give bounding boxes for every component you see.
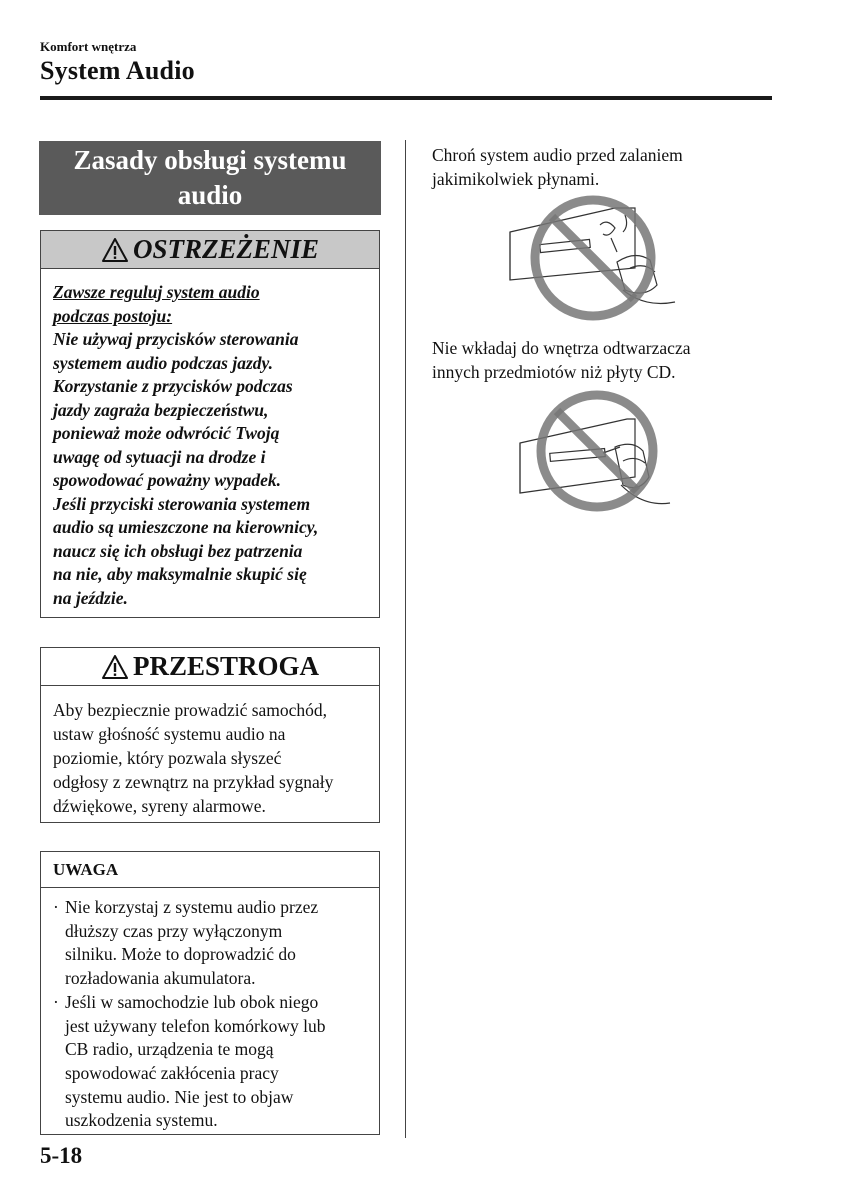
warning-triangle-icon <box>101 237 129 263</box>
page-title: System Audio <box>40 56 195 85</box>
warning-line: jazdy zagraża bezpieczeństwu, <box>53 399 269 420</box>
warning-line: Jeśli przyciski sterowania systemem <box>53 493 311 514</box>
caution-box <box>40 647 380 823</box>
warning-header <box>41 231 379 269</box>
caution-line: odgłosy z zewnątrz na przykład sygnały <box>53 772 334 792</box>
caution-label: PRZESTROGA <box>132 651 320 681</box>
caution-line: dźwiękowe, syreny alarmowe. <box>53 796 266 816</box>
cd-only-warning-line1: Nie wkładaj do wnętrza odtwarzacza <box>432 338 691 358</box>
caution-header <box>41 648 379 686</box>
note-line: Nie korzystaj z systemu audio przez <box>65 897 319 917</box>
caution-body <box>41 686 379 818</box>
note-line: uszkodzenia systemu. <box>65 1110 218 1131</box>
liquid-warning-line2: jakimikolwiek płynami. <box>432 169 600 189</box>
warning-line: ponieważ może odwrócić Twoją <box>53 423 280 443</box>
section-heading-line2: audio <box>177 180 243 210</box>
warning-line: naucz się ich obsługi bez patrzenia <box>53 540 303 561</box>
warning-line: systemem audio podczas jazdy. <box>53 352 274 373</box>
section-heading-line1: Zasady obsługi systemu <box>73 145 347 175</box>
note-line: silniku. Może to doprowadzić do <box>65 944 296 965</box>
note-line: Jeśli w samochodzie lub obok niego <box>65 991 319 1012</box>
bullet-icon: · <box>53 991 59 1012</box>
warning-lead-line: podczas postoju: <box>53 305 173 326</box>
liquid-warning-line1: Chroń system audio przed zalaniem <box>432 145 683 165</box>
note-item <box>53 991 369 1133</box>
warning-box <box>40 230 380 618</box>
cd-only-warning-text <box>432 336 762 384</box>
bullet-icon: · <box>53 897 59 917</box>
note-line: systemu audio. Nie jest to objaw <box>65 1086 294 1107</box>
title-rule <box>40 96 772 100</box>
cd-only-warning-line2: innych przedmiotów niż płyty CD. <box>432 362 676 382</box>
breadcrumb: Komfort wnętrza <box>40 39 137 54</box>
note-line: rozładowania akumulatora. <box>65 968 256 989</box>
warning-line: na nie, aby maksymalnie skupić się <box>53 564 307 584</box>
note-item <box>53 896 369 991</box>
note-line: dłuższy czas przy wyłączonym <box>65 920 283 941</box>
caution-line: ustaw głośność systemu audio na <box>53 724 286 744</box>
warning-lead-line: Zawsze reguluj system audio <box>53 282 260 302</box>
warning-line: spowodować poważny wypadek. <box>53 470 281 490</box>
page-number: 5-18 <box>40 1143 83 1168</box>
warning-line: Korzystanie z przycisków podczas <box>53 376 293 396</box>
warning-label: OSTRZEŻENIE <box>132 234 320 264</box>
warning-line: uwagę od sytuacji na drodze i <box>53 446 266 467</box>
section-heading <box>39 141 381 215</box>
note-line: CB radio, urządzenia te mogą <box>65 1039 274 1060</box>
caution-line: Aby bezpiecznie prowadzić samochód, <box>53 700 328 720</box>
warning-line: na jeździe. <box>53 587 128 608</box>
warning-line: audio są umieszczone na kierownicy, <box>53 517 319 537</box>
caution-line: poziomie, który pozwala słyszeć <box>53 748 282 768</box>
warning-line: Nie używaj przycisków sterowania <box>53 329 299 349</box>
note-line: spowodować zakłócenia pracy <box>65 1062 279 1083</box>
no-foreign-object-illustration <box>515 385 685 520</box>
column-divider <box>405 140 406 1138</box>
note-line: jest używany telefon komórkowy lub <box>65 1015 326 1036</box>
note-body <box>41 888 379 1133</box>
note-header: UWAGA <box>41 852 379 888</box>
warning-body <box>41 269 379 610</box>
no-liquid-illustration <box>505 190 685 330</box>
liquid-warning-text <box>432 143 762 191</box>
caution-triangle-icon <box>101 654 129 680</box>
note-box <box>40 851 380 1135</box>
